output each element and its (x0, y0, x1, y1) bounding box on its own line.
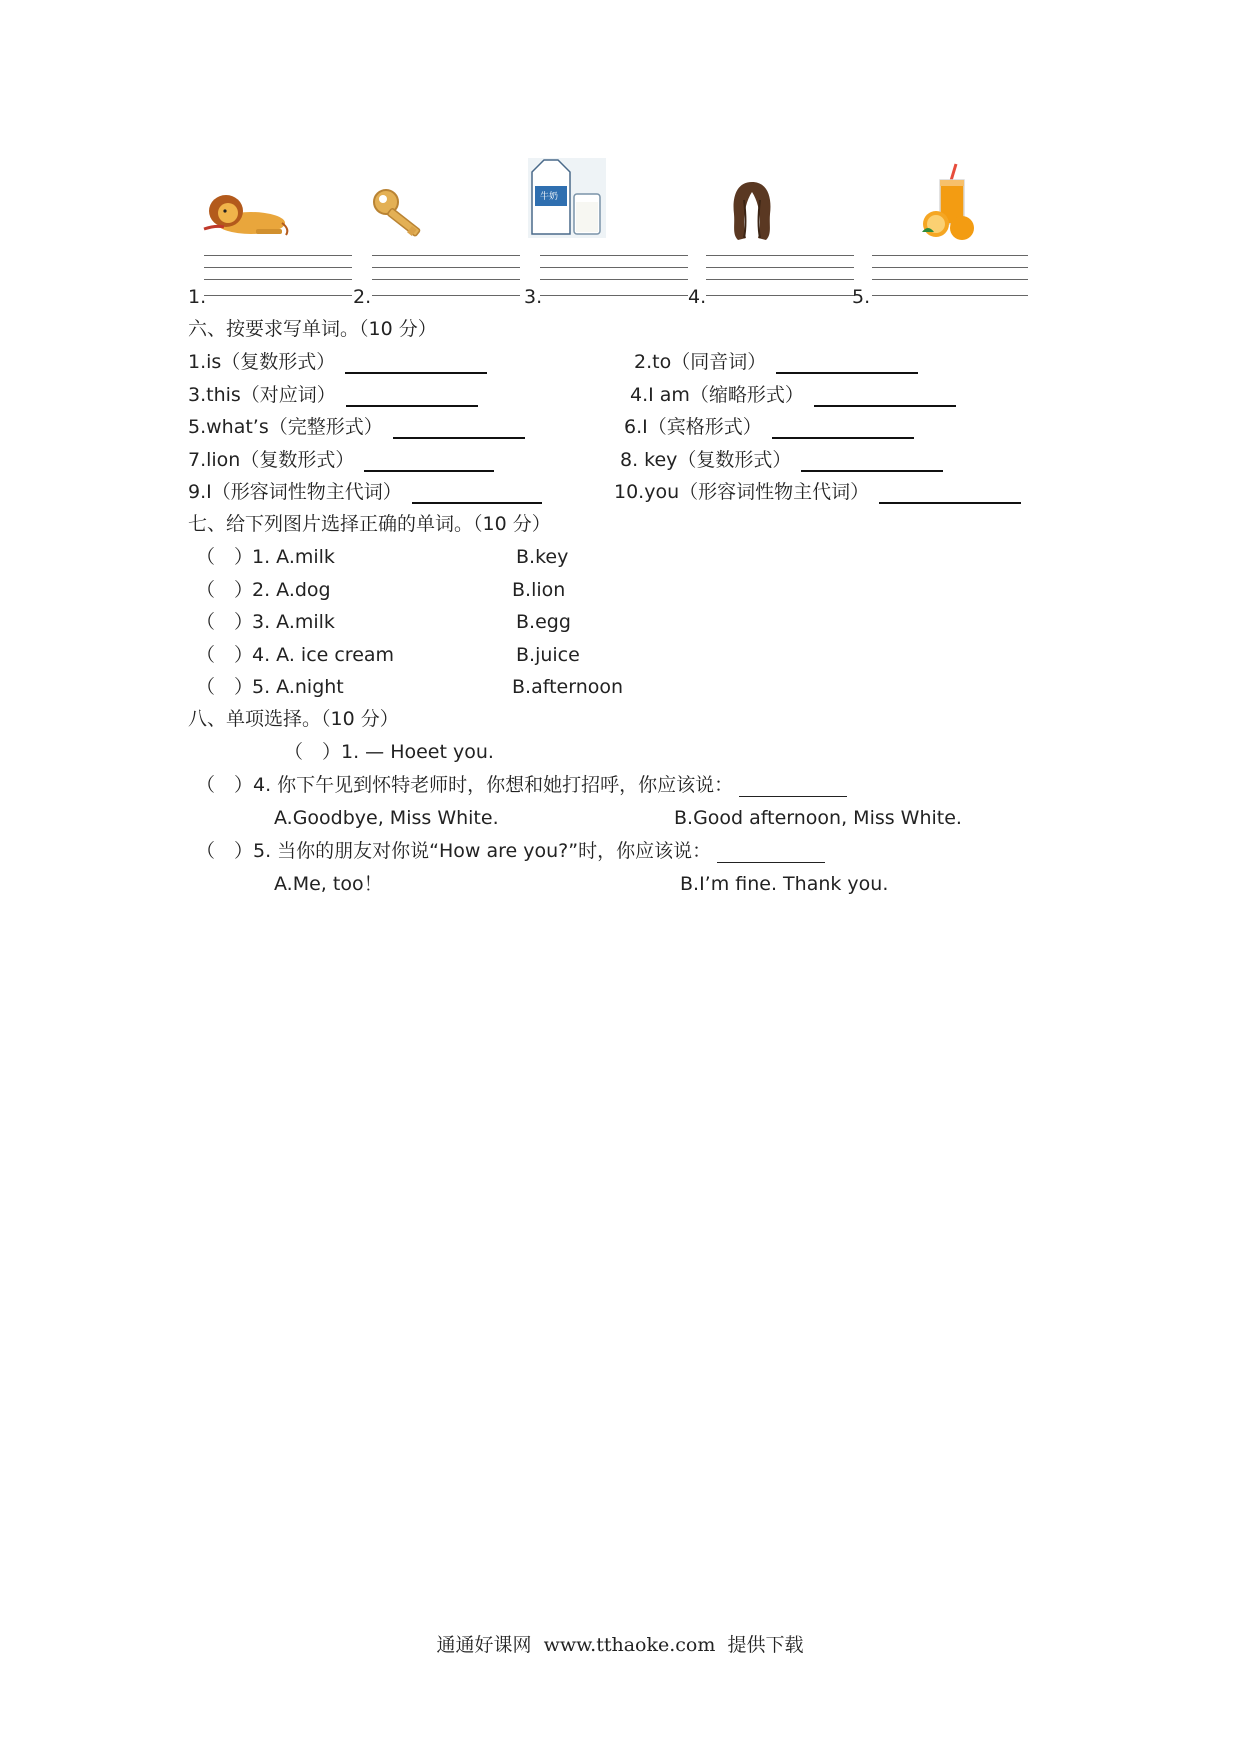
word-item (188, 350, 487, 374)
option-b: B.lion (512, 579, 566, 601)
option-b: B.key (516, 546, 569, 568)
option-a: 1. A.milk (252, 546, 335, 568)
option-a: A.Goodbye, Miss White. (274, 807, 499, 829)
question-stem: （ ）5. 当你的朋友对你说“How are you?”时，你应该说： (196, 840, 712, 862)
answer-blank[interactable] (879, 484, 1021, 504)
option-b: B.I’m fine. Thank you. (680, 873, 889, 895)
item-text: 9.I（形容词性物主代词） (188, 481, 402, 503)
option-a: 5. A.night (252, 676, 344, 698)
picture-number: 4. (688, 286, 707, 308)
answer-blank[interactable] (412, 484, 542, 504)
option-a: 3. A.milk (252, 611, 335, 633)
writing-lines[interactable] (872, 255, 1028, 299)
item-text: 5.what’s（完整形式） (188, 416, 383, 438)
item-text: 7.lion（复数形式） (188, 449, 355, 471)
answer-blank[interactable] (346, 387, 478, 407)
answer-paren[interactable]: （ ） (196, 611, 254, 633)
hair-icon (730, 180, 774, 242)
answer-blank[interactable] (717, 844, 825, 863)
section-title: 七、给下列图片选择正确的单词。（10 分） (188, 513, 551, 535)
answer-blank[interactable] (345, 354, 487, 374)
section-title: 八、单项选择。（10 分） (188, 708, 399, 730)
word-item (624, 415, 914, 439)
question-1: （ ）1. — Hoeet you. (284, 741, 494, 763)
option-b: B.Good afternoon, Miss White. (674, 807, 962, 829)
answer-blank[interactable] (801, 452, 943, 472)
answer-blank[interactable] (739, 778, 847, 797)
answer-paren[interactable]: （ ） (196, 546, 254, 568)
answer-paren[interactable]: （ ） (196, 579, 254, 601)
word-item (630, 383, 956, 407)
picture-number: 2. (353, 286, 372, 308)
answer-blank[interactable] (772, 419, 914, 439)
picture-number: 5. (852, 286, 871, 308)
word-item (614, 480, 1021, 504)
answer-blank[interactable] (814, 387, 956, 407)
item-text: 3.this（对应词） (188, 384, 336, 406)
answer-paren[interactable]: （ ） (196, 676, 254, 698)
milk-label: 牛奶 (540, 192, 559, 202)
lion-icon (196, 183, 292, 241)
word-item (620, 448, 943, 472)
option-b: B.afternoon (512, 676, 624, 698)
word-item (188, 415, 525, 439)
writing-lines[interactable] (706, 255, 854, 299)
option-b: B.egg (516, 611, 571, 633)
word-item (634, 350, 918, 374)
item-text: 2.to（同音词） (634, 351, 767, 373)
answer-paren[interactable]: （ ） (196, 644, 254, 666)
word-item (188, 480, 542, 504)
answer-blank[interactable] (393, 419, 525, 439)
writing-lines[interactable] (204, 255, 352, 299)
word-item (188, 448, 494, 472)
word-item (188, 383, 478, 407)
key-icon (370, 186, 434, 240)
answer-blank[interactable] (776, 354, 918, 374)
section-title: 六、按要求写单词。（10 分） (188, 318, 437, 340)
item-text: 6.I（宾格形式） (624, 416, 762, 438)
footer-credit: 通通好课网 www.tthaoke.com 提供下载 (436, 1634, 804, 1656)
writing-lines[interactable] (540, 255, 688, 299)
milk-icon (528, 158, 606, 238)
option-a: A.Me, too！ (274, 873, 383, 895)
question-5 (196, 839, 825, 863)
option-b: B.juice (516, 644, 580, 666)
juice-icon (920, 162, 980, 242)
writing-lines[interactable] (372, 255, 520, 299)
picture-number: 1. (188, 286, 207, 308)
item-text: 1.is（复数形式） (188, 351, 336, 373)
option-a: 4. A. ice cream (252, 644, 395, 666)
picture-number: 3. (524, 286, 543, 308)
question-4 (196, 773, 847, 797)
item-text: 4.I am（缩略形式） (630, 384, 804, 406)
item-text: 8. key（复数形式） (620, 449, 792, 471)
answer-blank[interactable] (364, 452, 494, 472)
option-a: 2. A.dog (252, 579, 331, 601)
question-stem: （ ）4. 你下午见到怀特老师时，你想和她打招呼，你应该说： (196, 774, 734, 796)
item-text: 10.you（形容词性物主代词） (614, 481, 870, 503)
